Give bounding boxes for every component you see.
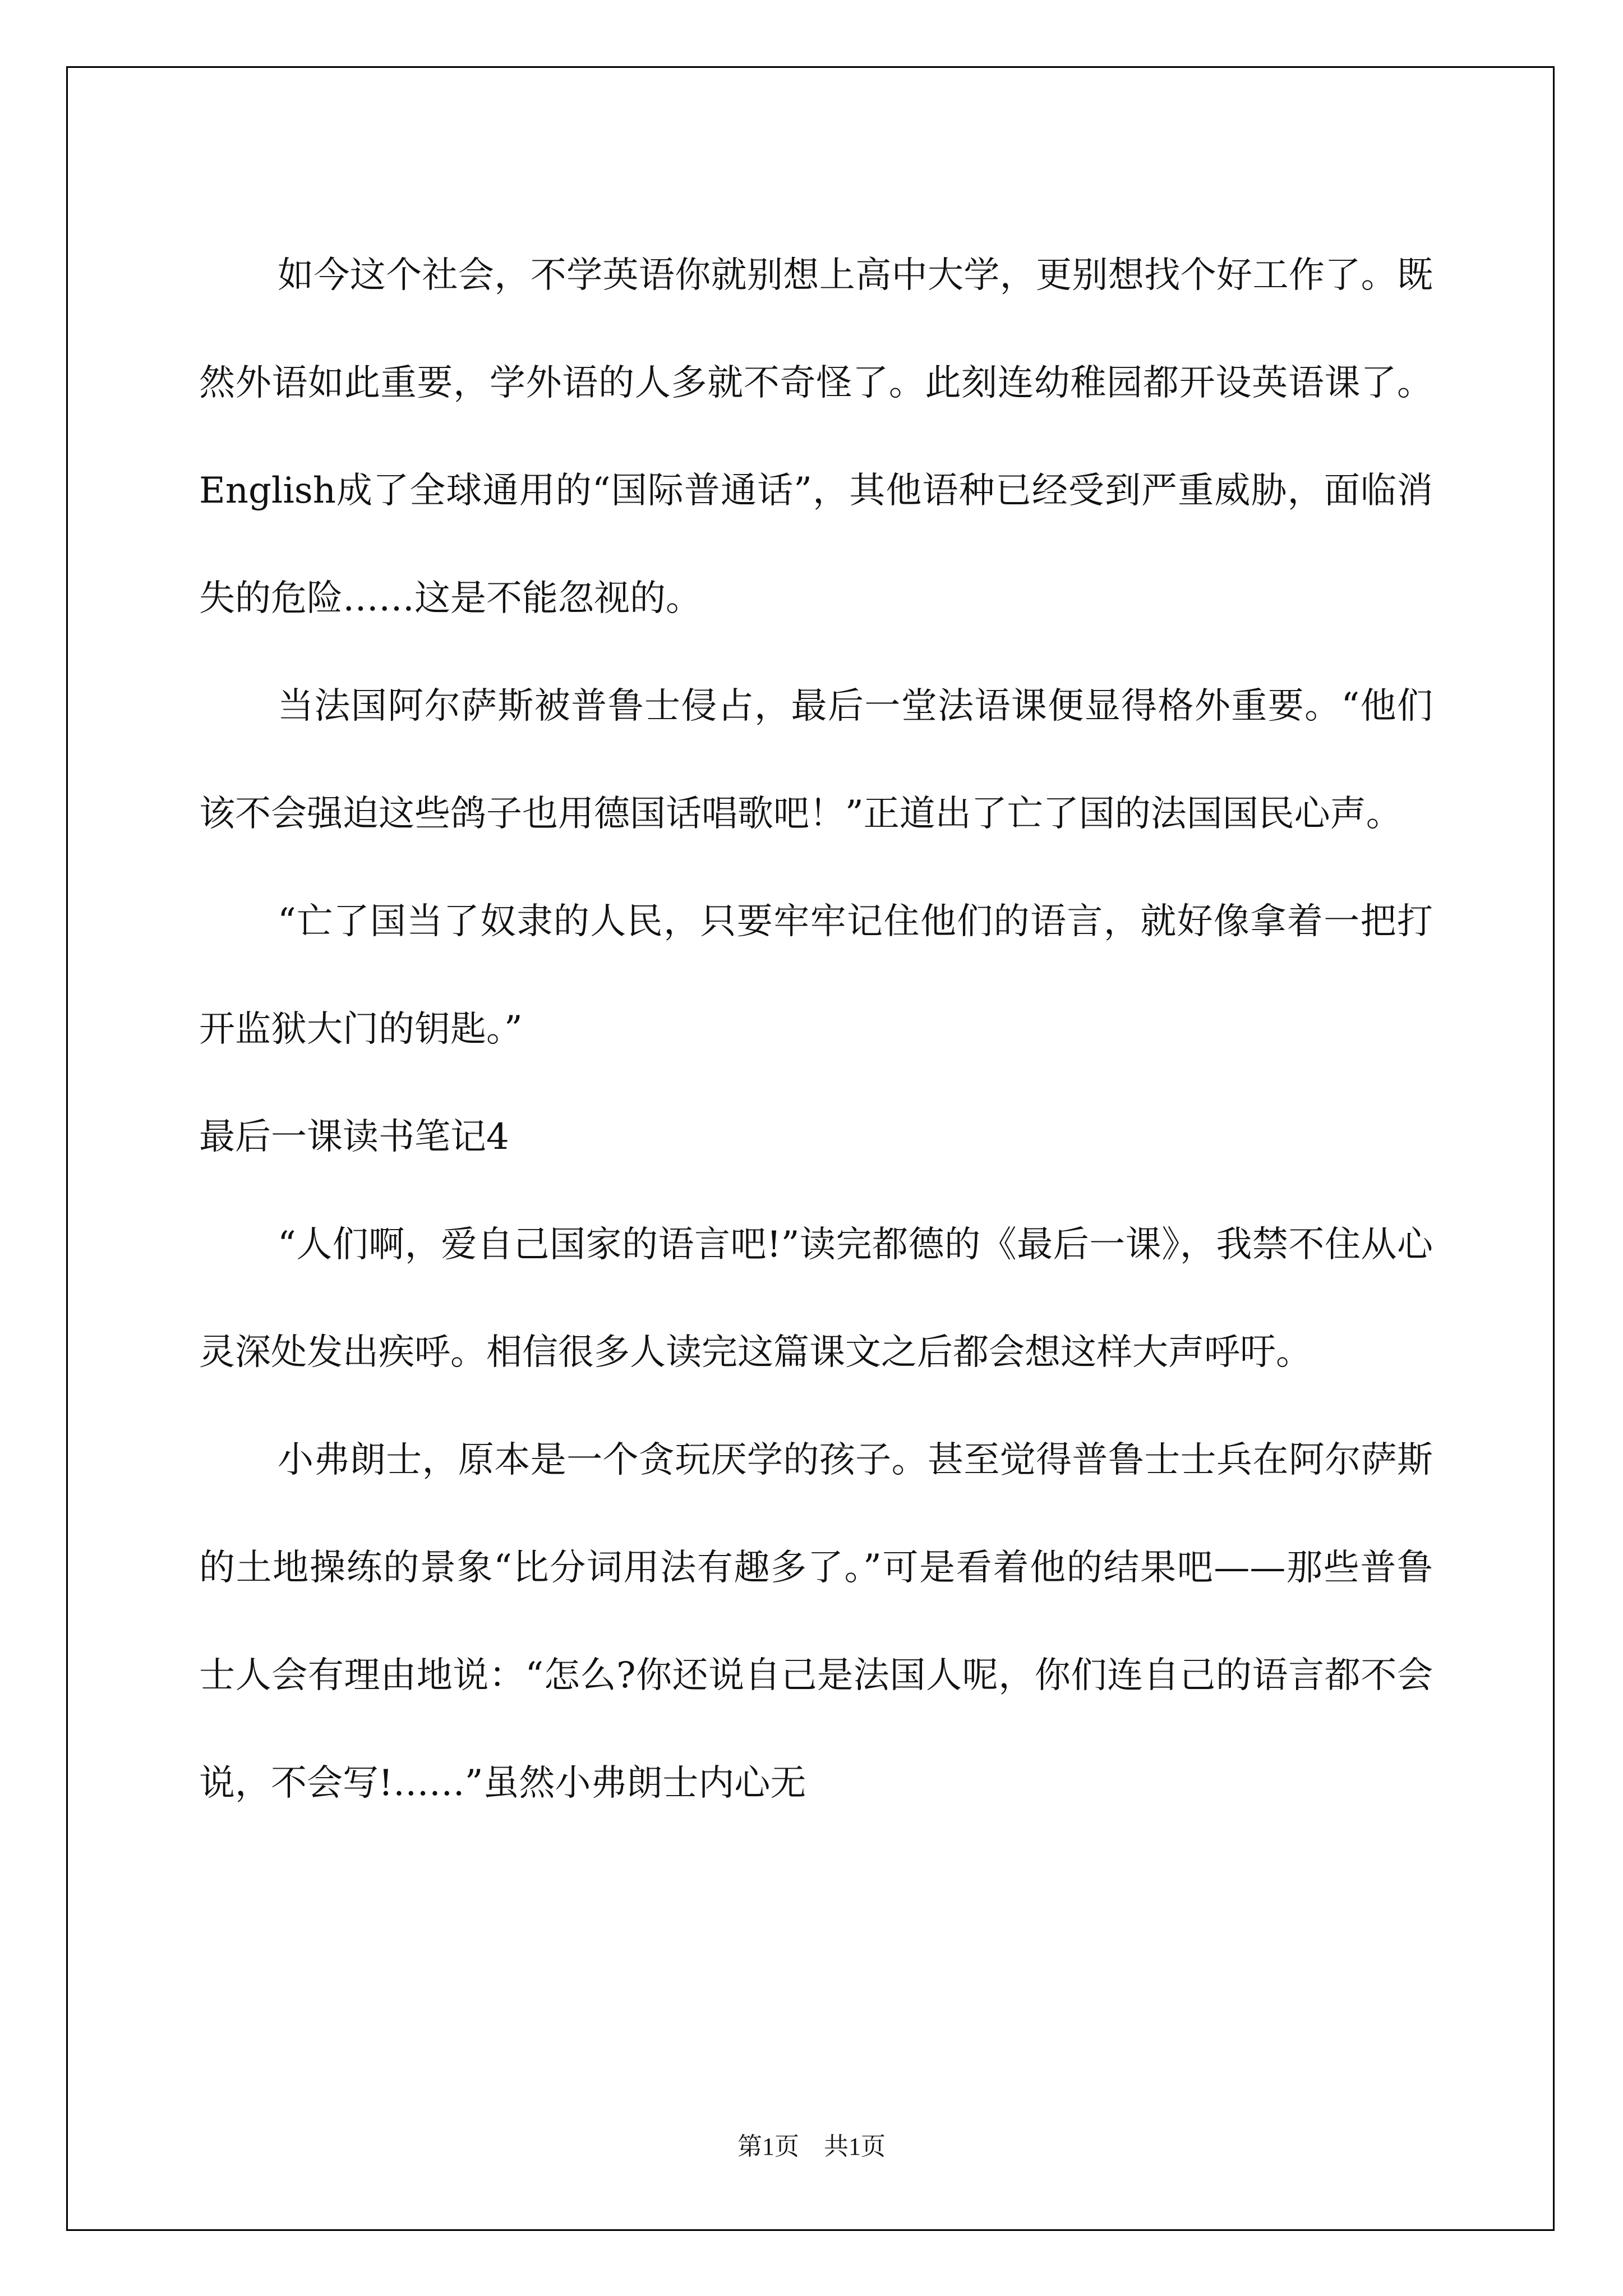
paragraph-4: “人们啊，爱自己国家的语言吧!”读完都德的《最后一课》，我禁不住从心灵深处发出疾呼。相信很多人读完这篇课文之后都会想这样大声呼吁。: [199, 1224, 1433, 1373]
document-body: [199, 222, 1433, 1837]
paragraph-1: 如今这个社会，不学英语你就别想上高中大学，更别想找个好工作了。既然外语如此重要，学外语的人多就不奇怪了。此刻连幼稚园都开设英语课了。English成了全球通用的“国际普通话”，其他语种已经受到严重威胁，面临消失的危险……这是不能忽视的。: [199, 255, 1433, 619]
paragraph-3: “亡了国当了奴隶的人民，只要牢牢记住他们的语言，就好像拿着一把打开监狱大门的钥匙。”: [199, 901, 1433, 1050]
page-footer: 第1页 共1页: [737, 2133, 886, 2160]
paragraph-2: 当法国阿尔萨斯被普鲁士侵占，最后一堂法语课便显得格外重要。“他们该不会强迫这些鸽子也用德国话唱歌吧！”正道出了亡了国的法国国民心声。: [199, 685, 1433, 835]
section-heading: 最后一课读书笔记4: [199, 1116, 509, 1158]
paragraph-5: 小弗朗士，原本是一个贪玩厌学的孩子。甚至觉得普鲁士士兵在阿尔萨斯的土地操练的景象“比分词用法有趣多了。”可是看着他的结果吧——那些普鲁士人会有理由地说：“怎么?你还说自己是法国人呢，你们连自己的语言都不会说，不会写!……”虽然小弗朗士内心无: [199, 1439, 1433, 1804]
